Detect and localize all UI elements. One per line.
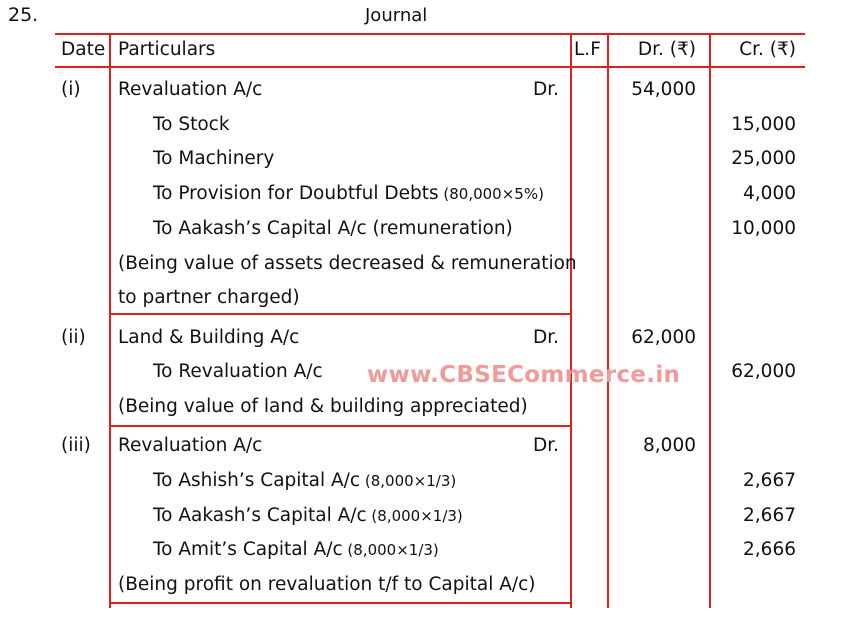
dr-marker: Dr. [533,327,560,348]
narration: (Being value of land & building appreciated) [118,396,528,417]
table-top-border [55,33,805,35]
dr-amount: 8,000 [643,435,696,456]
credit-account [153,470,456,492]
entry-date: (i) [61,79,81,100]
cr-amount: 2,667 [743,505,796,526]
narration: (Being value of assets decreased & remuneration [118,253,577,274]
journal-title: Journal [365,5,428,26]
cr-amount: 4,000 [743,183,796,204]
column-divider-date [109,34,111,608]
cr-amount: 15,000 [731,114,796,135]
cr-amount: 2,667 [743,470,796,491]
credit-account [153,183,544,205]
entry-date: (iii) [61,435,91,456]
credit-account [153,114,230,136]
credit-account-label: To Revaluation A/c [153,361,323,382]
entry-date: (ii) [61,327,86,348]
credit-account-label: To Amit’s Capital A/c [153,539,343,560]
column-divider-dr [709,34,711,608]
header-bottom-border [55,66,805,68]
watermark: www.CBSECommerce.in [367,362,681,388]
credit-calculation-note: (8,000×1/3) [360,472,457,490]
narration: to partner charged) [118,287,300,308]
debit-account: Land & Building A/c [118,327,300,348]
credit-account [153,218,513,240]
credit-account-label: To Aakash’s Capital A/c (remuneration) [153,218,513,239]
dr-marker: Dr. [533,435,560,456]
dr-amount: 54,000 [631,79,696,100]
cr-amount: 62,000 [731,361,796,382]
column-divider-particulars [570,34,572,608]
cr-amount: 25,000 [731,148,796,169]
credit-calculation-note: (80,000×5%) [438,185,544,203]
credit-calculation-note: (8,000×1/3) [342,541,439,559]
dr-marker: Dr. [533,79,560,100]
cr-amount: 2,666 [743,539,796,560]
credit-account-label: To Ashish’s Capital A/c [153,470,361,491]
question-number: 25. [8,4,39,26]
credit-account [153,148,274,170]
header-cr: Cr. (₹) [739,39,796,60]
entry-separator [109,425,572,427]
credit-account-label: To Provision for Doubtful Debts [153,183,439,204]
dr-amount: 62,000 [631,327,696,348]
debit-account: Revaluation A/c [118,79,263,100]
credit-account-label: To Aakash’s Capital A/c [153,505,367,526]
credit-account [153,361,323,383]
narration: (Being profit on revaluation t/f to Capital A/c) [118,574,536,595]
entry-separator [109,313,572,315]
column-divider-lf [607,34,609,608]
credit-account [153,505,463,527]
cr-amount: 10,000 [731,218,796,239]
header-dr: Dr. (₹) [637,39,696,60]
header-lf: L.F [574,39,601,60]
credit-account-label: To Machinery [153,148,275,169]
credit-account [153,539,439,561]
header-date: Date [61,39,106,60]
entry-separator [109,602,572,604]
credit-calculation-note: (8,000×1/3) [366,507,463,525]
header-particulars: Particulars [118,39,216,60]
debit-account: Revaluation A/c [118,435,263,456]
credit-account-label: To Stock [153,114,230,135]
